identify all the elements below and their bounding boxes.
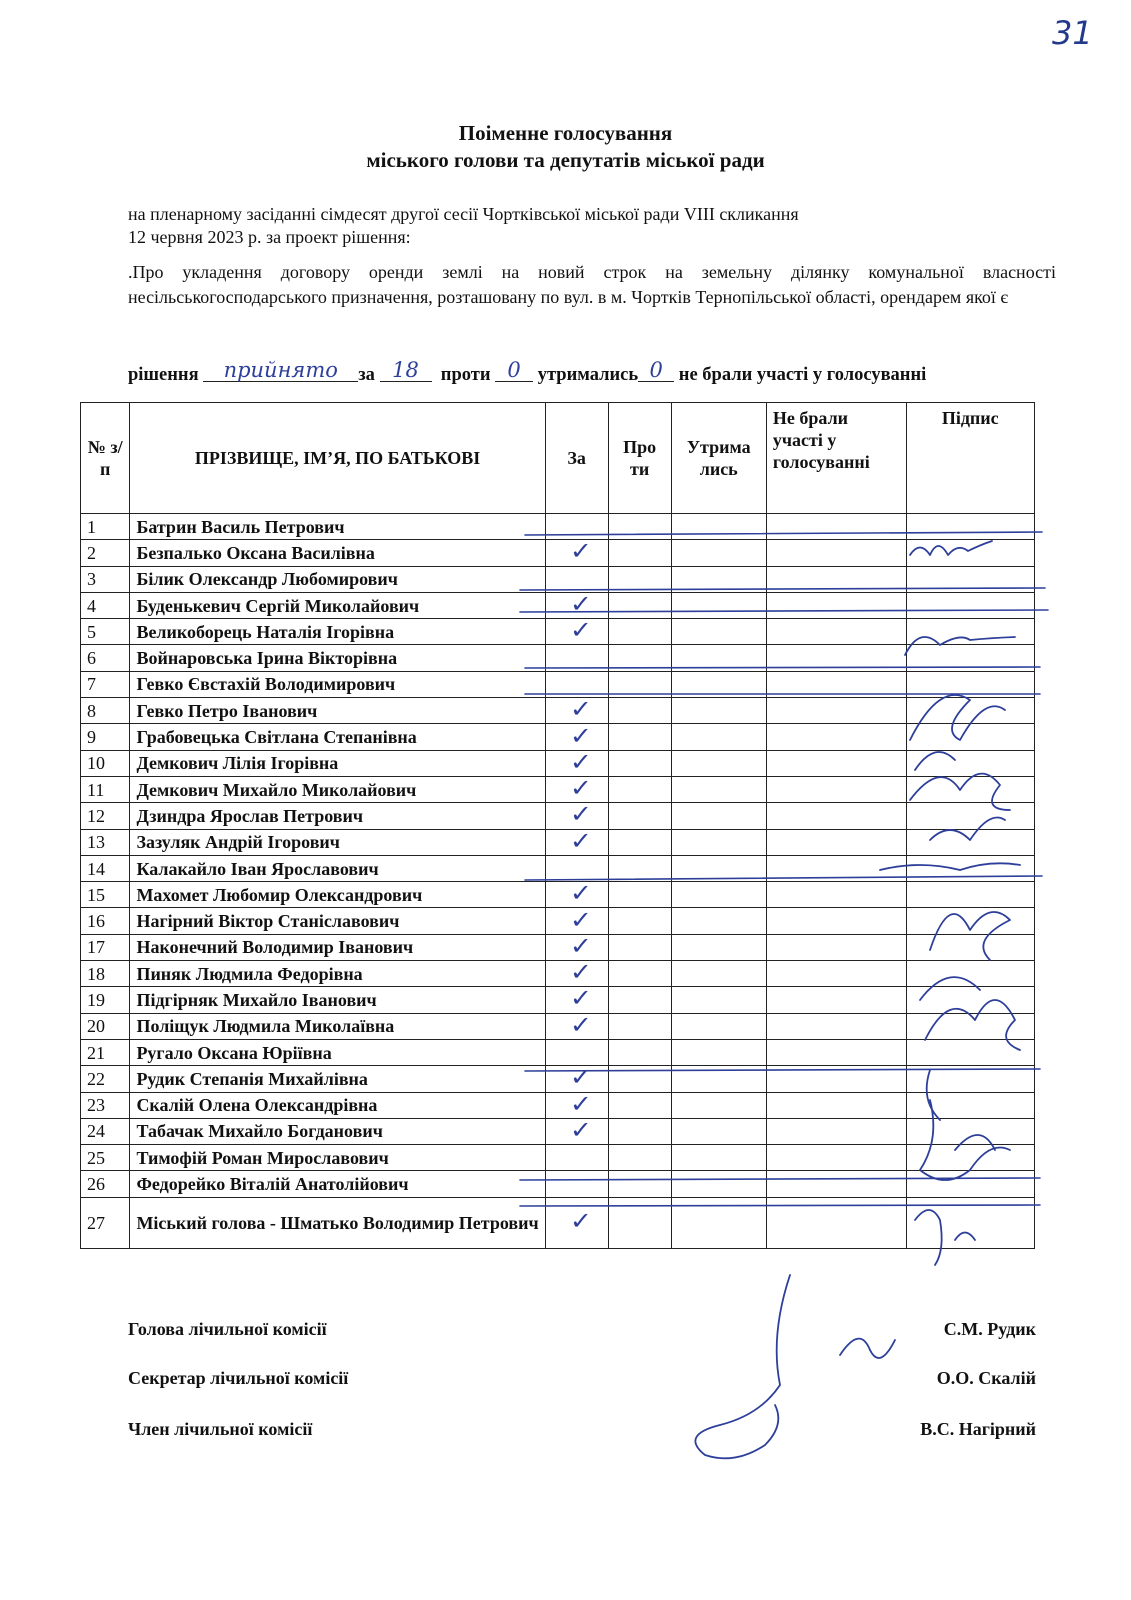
vote-za-cell: [545, 1145, 608, 1171]
member-name: Гевко Євстахій Володимирович: [130, 671, 545, 697]
table-row: [81, 540, 1035, 566]
checkmark-icon: ✓: [569, 747, 592, 776]
vote-za-cell: [545, 879, 608, 908]
table-row: [81, 1013, 1035, 1039]
member-name: Дзиндра Ярослав Петрович: [130, 803, 545, 829]
table-row: [81, 987, 1035, 1013]
signature-cell: [906, 1145, 1035, 1171]
signature-cell: [906, 592, 1035, 618]
proty-label: проти: [440, 365, 491, 385]
not-voted-cell: [766, 961, 906, 987]
vote-za-cell: [545, 537, 608, 566]
row-number: 18: [81, 961, 130, 987]
signature-cell: [906, 961, 1035, 987]
vote-proty-cell: [608, 1118, 671, 1144]
member-name: Войнаровська Ірина Вікторівна: [130, 645, 545, 671]
checkmark-icon: ✓: [569, 537, 592, 566]
member-name: Великоборець Наталія Ігорівна: [130, 619, 545, 645]
row-number: 21: [81, 1039, 130, 1065]
table-row: [81, 961, 1035, 987]
vote-utrym-cell: [671, 566, 766, 592]
row-number: 5: [81, 619, 130, 645]
table-row: [81, 1092, 1035, 1118]
vote-za-cell: [545, 776, 608, 802]
vote-proty-cell: [608, 1145, 671, 1171]
table-row: [81, 1066, 1035, 1092]
table-row: [81, 645, 1035, 671]
table-row: [81, 829, 1035, 855]
vote-proty-cell: [608, 1039, 671, 1065]
signature-cell: [906, 1039, 1035, 1065]
not-voted-cell: [766, 1145, 906, 1171]
member-name: Махомет Любомир Олександрович: [130, 882, 545, 908]
checkmark-icon: ✓: [569, 721, 592, 750]
vote-utrym-cell: [671, 829, 766, 855]
row-number: 4: [81, 592, 130, 618]
decision-result-blank: [203, 358, 358, 382]
vote-proty-cell: [608, 934, 671, 960]
za-count: 18: [392, 358, 419, 382]
vote-za-cell: [545, 800, 608, 829]
za-label: за: [358, 365, 375, 385]
header-utrym: Утрима лись: [671, 403, 766, 514]
vote-za-cell: [545, 747, 608, 776]
proty-count-blank: [495, 358, 533, 382]
vote-proty-cell: [608, 803, 671, 829]
vote-proty-cell: [608, 750, 671, 776]
vote-proty-cell: [608, 671, 671, 697]
checkmark-icon: ✓: [569, 1115, 592, 1144]
member-name: Демкович Михайло Миколайович: [130, 776, 545, 802]
vote-za-cell: [545, 905, 608, 934]
table-row: [81, 1171, 1035, 1197]
member-name: Скалій Олена Олександрівна: [130, 1092, 545, 1118]
vote-za-cell: [545, 958, 608, 987]
vote-utrym-cell: [671, 750, 766, 776]
not-voted-cell: [766, 934, 906, 960]
member-name: Буденькевич Сергій Миколайович: [130, 592, 545, 618]
row-number: 17: [81, 934, 130, 960]
vote-proty-cell: [608, 961, 671, 987]
vote-proty-cell: [608, 592, 671, 618]
utrym-count: 0: [649, 358, 663, 382]
member-name: Рудик Степанія Михайлівна: [130, 1066, 545, 1092]
not-voted-cell: [766, 619, 906, 645]
row-number: 11: [81, 776, 130, 802]
member-name: Демкович Лілія Ігорівна: [130, 750, 545, 776]
checkmark-icon: ✓: [569, 984, 592, 1013]
vote-utrym-cell: [671, 1197, 766, 1248]
not-voted-cell: [766, 1039, 906, 1065]
row-number: 8: [81, 698, 130, 724]
not-voted-cell: [766, 566, 906, 592]
vote-za-cell: [545, 1171, 608, 1197]
vote-za-cell: [545, 566, 608, 592]
member-name: Зазуляк Андрій Ігорович: [130, 829, 545, 855]
signature-cell: [906, 829, 1035, 855]
vote-proty-cell: [608, 1197, 671, 1248]
decision-line: [128, 358, 1068, 386]
row-number: 1: [81, 514, 130, 540]
commission-role-member: Член лічильної комісії: [128, 1419, 313, 1439]
vote-utrym-cell: [671, 803, 766, 829]
vote-za-cell: [545, 616, 608, 645]
checkmark-icon: ✓: [569, 879, 592, 908]
vote-utrym-cell: [671, 592, 766, 618]
commission-name-member: В.С. Нагірний: [920, 1419, 1036, 1439]
vote-utrym-cell: [671, 1013, 766, 1039]
vote-za-cell: [545, 984, 608, 1013]
checkmark-icon: ✓: [569, 800, 592, 829]
not-voted-cell: [766, 592, 906, 618]
vote-utrym-cell: [671, 882, 766, 908]
vote-za-cell: [545, 721, 608, 750]
not-voted-cell: [766, 698, 906, 724]
vote-utrym-cell: [671, 514, 766, 540]
session-info: на пленарному засіданні сімдесят другої сесії Чортківської міської ради VIII скликання: [128, 204, 799, 224]
signature-cell: [906, 855, 1035, 881]
member-name: Міський голова - Шматько Володимир Петрович: [130, 1197, 545, 1248]
row-number: 26: [81, 1171, 130, 1197]
vote-za-cell: [545, 1010, 608, 1039]
vote-utrym-cell: [671, 855, 766, 881]
vote-proty-cell: [608, 698, 671, 724]
vote-utrym-cell: [671, 671, 766, 697]
member-name: Поліщук Людмила Миколаївна: [130, 1013, 545, 1039]
not-voted-cell: [766, 724, 906, 750]
signature-cell: [906, 671, 1035, 697]
signature-cell: [906, 1118, 1035, 1144]
vote-proty-cell: [608, 855, 671, 881]
vote-za-cell: [545, 645, 608, 671]
row-number: 24: [81, 1118, 130, 1144]
signature-cell: [906, 540, 1035, 566]
row-number: 15: [81, 882, 130, 908]
vote-za-cell: [545, 1063, 608, 1092]
row-number: 3: [81, 566, 130, 592]
not-voted-cell: [766, 514, 906, 540]
project-description: .Про укладення договору оренди землі на новий строк на земельну ділянку комунальної власності несільськогосподарського призначення, розташовану по вул. в м. Чортків Тернопільської області, орендарем якої є: [128, 262, 1056, 307]
vote-proty-cell: [608, 908, 671, 934]
member-name: Федорейко Віталій Анатолійович: [130, 1171, 545, 1197]
checkmark-icon: ✓: [569, 826, 592, 855]
table-row: [81, 566, 1035, 592]
member-name: Гевко Петро Іванович: [130, 698, 545, 724]
not-voted-cell: [766, 776, 906, 802]
signature-cell: [906, 1197, 1035, 1248]
vote-proty-cell: [608, 1092, 671, 1118]
vote-proty-cell: [608, 645, 671, 671]
signature-cell: [906, 803, 1035, 829]
signature-cell: [906, 987, 1035, 1013]
vote-utrym-cell: [671, 698, 766, 724]
document-subtitle: міського голови та депутатів міської ради: [366, 148, 765, 172]
table-row: [81, 724, 1035, 750]
not-voted-cell: [766, 908, 906, 934]
vote-utrym-cell: [671, 1171, 766, 1197]
checkmark-icon: ✓: [569, 616, 592, 645]
member-name: Підгірняк Михайло Іванович: [130, 987, 545, 1013]
not-voted-cell: [766, 855, 906, 881]
signature-cell: [906, 776, 1035, 802]
member-name: Калакайло Іван Ярославович: [130, 855, 545, 881]
row-number: 16: [81, 908, 130, 934]
vote-utrym-cell: [671, 987, 766, 1013]
commission-role-secretary: Секретар лічильної комісії: [128, 1368, 349, 1388]
utrym-count-blank: [638, 358, 674, 382]
not-voted-cell: [766, 829, 906, 855]
checkmark-icon: ✓: [569, 958, 592, 987]
vote-proty-cell: [608, 1013, 671, 1039]
signature-cell: [906, 1092, 1035, 1118]
table-row: [81, 619, 1035, 645]
checkmark-icon: ✓: [569, 905, 592, 934]
checkmark-icon: ✓: [569, 590, 592, 619]
table-row: [81, 1118, 1035, 1144]
row-number: 9: [81, 724, 130, 750]
member-name: Ругало Оксана Юріївна: [130, 1039, 545, 1065]
vote-za-cell: [545, 855, 608, 881]
decision-label: рішення: [128, 365, 199, 385]
vote-utrym-cell: [671, 1118, 766, 1144]
row-number: 23: [81, 1092, 130, 1118]
signature-cell: [906, 934, 1035, 960]
row-number: 7: [81, 671, 130, 697]
vote-utrym-cell: [671, 1039, 766, 1065]
not-voted-cell: [766, 1092, 906, 1118]
member-name: Тимофій Роман Мирославович: [130, 1145, 545, 1171]
not-voted-cell: [766, 882, 906, 908]
commission-role-chair: Голова лічильної комісії: [128, 1319, 327, 1339]
vote-proty-cell: [608, 540, 671, 566]
vote-utrym-cell: [671, 1066, 766, 1092]
table-row: [81, 882, 1035, 908]
vote-proty-cell: [608, 829, 671, 855]
proty-count: 0: [507, 358, 521, 382]
vote-utrym-cell: [671, 540, 766, 566]
checkmark-icon: ✓: [569, 1089, 592, 1118]
checkmark-icon: ✓: [569, 1207, 592, 1236]
vote-za-cell: [545, 1115, 608, 1144]
member-name: Пиняк Людмила Федорівна: [130, 961, 545, 987]
vote-utrym-cell: [671, 619, 766, 645]
table-row: [81, 750, 1035, 776]
session-date: 12 червня 2023 р. за проект рішення:: [128, 227, 411, 247]
row-number: 25: [81, 1145, 130, 1171]
vote-za-cell: [545, 1039, 608, 1065]
header-za: За: [545, 403, 608, 514]
utrym-label: утримались: [537, 365, 639, 385]
signature-cell: [906, 514, 1035, 540]
decision-result: прийнято: [223, 358, 338, 382]
signature-cell: [906, 566, 1035, 592]
vote-proty-cell: [608, 514, 671, 540]
signature-cell: [906, 1013, 1035, 1039]
member-name: Грабовецька Світлана Степанівна: [130, 724, 545, 750]
header-name: ПРІЗВИЩЕ, ІМ’Я, ПО БАТЬКОВІ: [130, 403, 545, 514]
not-voted-cell: [766, 1171, 906, 1197]
signature-cell: [906, 619, 1035, 645]
signature-cell: [906, 750, 1035, 776]
not-voted-cell: [766, 1118, 906, 1144]
vote-proty-cell: [608, 776, 671, 802]
signature-cell: [906, 882, 1035, 908]
signature-cell: [906, 1066, 1035, 1092]
signature-cell: [906, 724, 1035, 750]
vote-za-cell: [545, 1197, 608, 1248]
vote-za-cell: [545, 931, 608, 960]
table-row: [81, 671, 1035, 697]
table-row: [81, 1039, 1035, 1065]
row-number: 14: [81, 855, 130, 881]
table-header-row: [81, 403, 1035, 514]
table-row: [81, 1197, 1035, 1248]
not-voted-cell: [766, 1066, 906, 1092]
signature-cell: [906, 908, 1035, 934]
vote-proty-cell: [608, 987, 671, 1013]
vote-proty-cell: [608, 882, 671, 908]
signature-cell: [906, 1171, 1035, 1197]
vote-utrym-cell: [671, 934, 766, 960]
header-proty: Про ти: [608, 403, 671, 514]
vote-utrym-cell: [671, 724, 766, 750]
table-row: [81, 803, 1035, 829]
header-num: № з/п: [81, 403, 130, 514]
row-number: 2: [81, 540, 130, 566]
commission-name-chair: С.М. Рудик: [943, 1319, 1036, 1339]
vote-proty-cell: [608, 566, 671, 592]
member-name: Білик Олександр Любомирович: [130, 566, 545, 592]
voting-table: [80, 402, 1035, 1249]
not-voted-cell: [766, 803, 906, 829]
table-row: [81, 776, 1035, 802]
table-row: [81, 908, 1035, 934]
vote-proty-cell: [608, 1171, 671, 1197]
vote-za-cell: [545, 592, 608, 618]
checkmark-icon: ✓: [569, 1010, 592, 1039]
not-voted-cell: [766, 1197, 906, 1248]
signature-cell: [906, 645, 1035, 671]
row-number: 20: [81, 1013, 130, 1039]
not-voted-cell: [766, 645, 906, 671]
header-signature: Підпис: [906, 403, 1035, 514]
table-row: [81, 934, 1035, 960]
za-count-blank: [380, 358, 432, 382]
vote-za-cell: [545, 1089, 608, 1118]
vote-utrym-cell: [671, 1145, 766, 1171]
member-name: Батрин Василь Петрович: [130, 514, 545, 540]
member-name: Безпалько Оксана Василівна: [130, 540, 545, 566]
vote-utrym-cell: [671, 961, 766, 987]
member-name: Нагірний Віктор Станіславович: [130, 908, 545, 934]
checkmark-icon: ✓: [569, 931, 592, 960]
page-number: 31: [1052, 14, 1093, 52]
row-number: 22: [81, 1066, 130, 1092]
vote-za-cell: [545, 514, 608, 540]
row-number: 12: [81, 803, 130, 829]
vote-utrym-cell: [671, 776, 766, 802]
table-row: [81, 1145, 1035, 1171]
table-row: [81, 592, 1035, 618]
not-voted-cell: [766, 1013, 906, 1039]
row-number: 27: [81, 1197, 130, 1248]
row-number: 19: [81, 987, 130, 1013]
row-number: 13: [81, 829, 130, 855]
member-name: Табачак Михайло Богданович: [130, 1118, 545, 1144]
vote-za-cell: [545, 671, 608, 697]
header-not-voted: Не брали участі у голосуванні: [766, 403, 906, 514]
vote-za-cell: [545, 826, 608, 855]
vote-utrym-cell: [671, 908, 766, 934]
commission-signatures: [695, 1275, 895, 1458]
table-row: [81, 514, 1035, 540]
document-title: Поіменне голосування: [458, 121, 673, 145]
member-name: Наконечний Володимир Іванович: [130, 934, 545, 960]
vote-za-cell: [545, 695, 608, 724]
checkmark-icon: ✓: [569, 1063, 592, 1092]
table-row: [81, 855, 1035, 881]
not-voted-label: не брали участі у голосуванні: [678, 365, 927, 385]
checkmark-icon: ✓: [569, 774, 592, 803]
not-voted-cell: [766, 987, 906, 1013]
not-voted-cell: [766, 750, 906, 776]
vote-utrym-cell: [671, 645, 766, 671]
signature-cell: [906, 698, 1035, 724]
vote-proty-cell: [608, 724, 671, 750]
row-number: 6: [81, 645, 130, 671]
vote-proty-cell: [608, 1066, 671, 1092]
checkmark-icon: ✓: [569, 695, 592, 724]
vote-proty-cell: [608, 619, 671, 645]
table-row: [81, 698, 1035, 724]
row-number: 10: [81, 750, 130, 776]
not-voted-cell: [766, 540, 906, 566]
vote-utrym-cell: [671, 1092, 766, 1118]
commission-name-secretary: О.О. Скалій: [936, 1368, 1036, 1388]
not-voted-cell: [766, 671, 906, 697]
